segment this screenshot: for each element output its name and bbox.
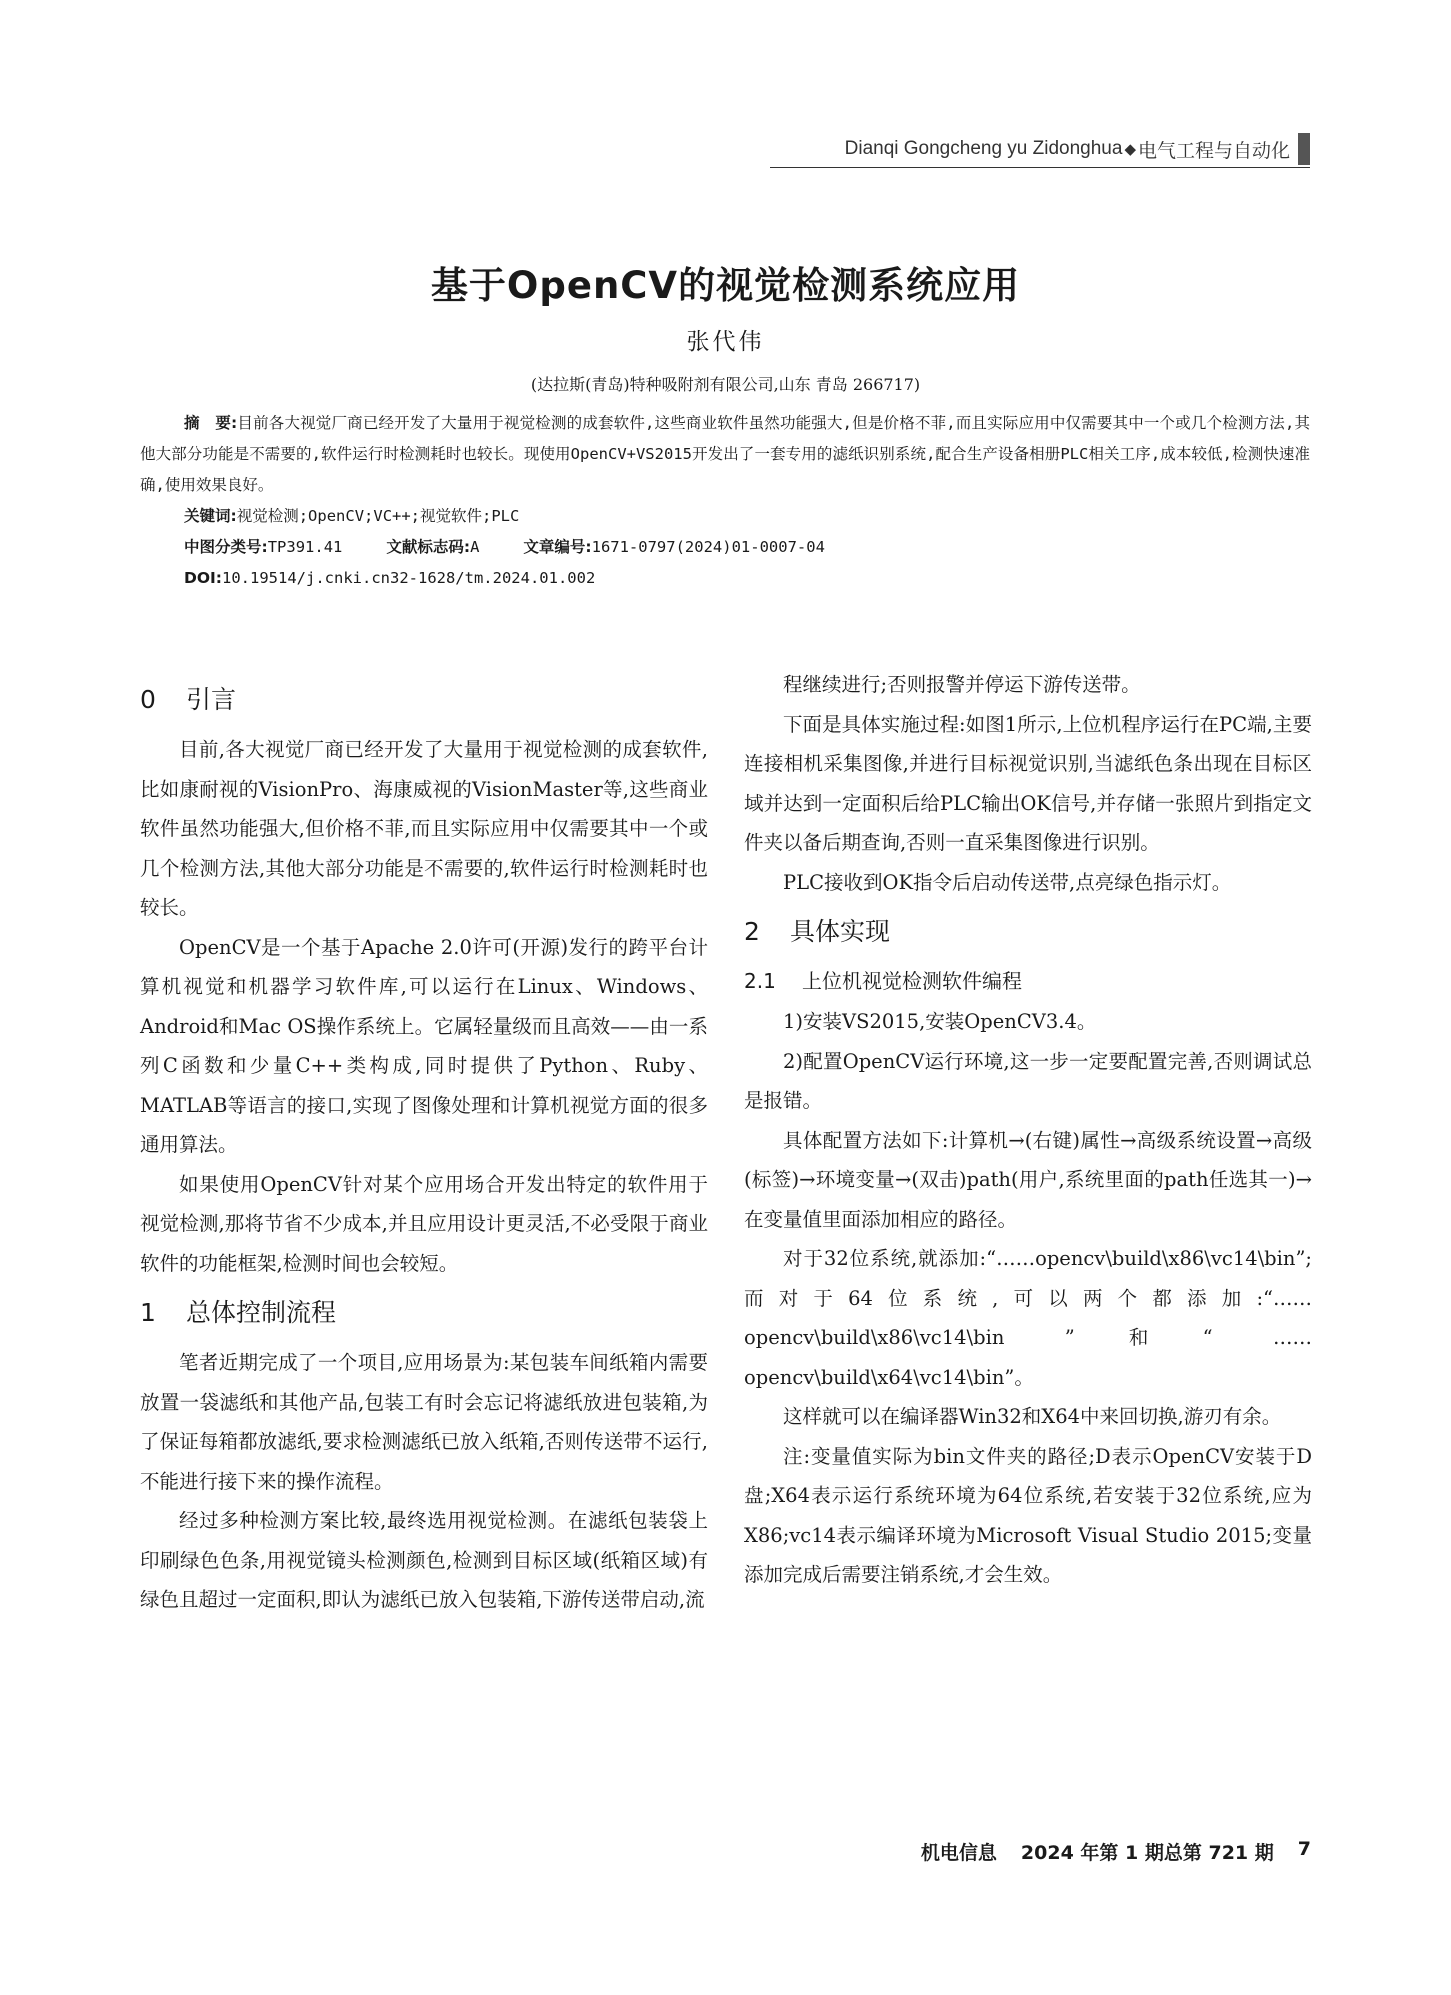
affiliation: (达拉斯(青岛)特种吸附剂有限公司,山东 青岛 266717) [530,375,921,394]
paragraph: 这样就可以在编译器Win32和X64中来回切换,游刃有余。 [783,1405,1282,1428]
title-block [0,255,1451,395]
doc-code-label: 文献标志码: [386,538,471,556]
paragraph: 对于32位系统,就添加:“……opencv\build\x86\vc14\bin”;而对于64位系统,可以两个都添加:“……opencv\build\x86\vc14\bin ”和“ …… opencv\build\x64\vc14\bin”。 [744,1247,1312,1389]
section-heading-implementation: 2 具体实现 [744,917,891,946]
clc-label: 中图分类号: [184,538,268,556]
section-heading-intro: 0 引言 [140,685,237,714]
paragraph: 注:变量值实际为bin文件夹的路径;D表示OpenCV安装于D盘;X64表示运行系统环境为64位系统,若安装于32位系统,应为X86;vc14表示编译环境为Microsoft Visual Studio 2015;变量添加完成后需要注销系统,才会生效。 [744,1444,1312,1586]
journal-pinyin: Dianqi Gongcheng yu Zidonghua [844,138,1123,159]
keywords-label: 关键词: [184,507,237,525]
right-column [744,665,1312,1595]
paragraph: 下面是具体实施过程:如图1所示,上位机程序运行在PC端,主要连接相机采集图像,并进行目标视觉识别,当滤纸色条出现在目标区域并达到一定面积后给PLC输出OK信号,并存储一张照片到指定文件夹以备后期查询,否则一直采集图像进行识别。 [744,712,1312,854]
page-number: 7 [1297,1838,1311,1860]
paragraph: 2)配置OpenCV运行环境,这一步一定要配置完善,否则调试总是报错。 [744,1049,1312,1112]
paragraph: PLC接收到OK指令后启动传送带,点亮绿色指示灯。 [783,870,1232,894]
page-footer [921,1838,1311,1865]
keywords-text: 视觉检测;OpenCV;VC++;视觉软件;PLC [236,507,520,525]
abstract-block [140,408,1310,594]
header-bar-decoration [1298,133,1310,165]
doc-code-value: A [470,538,480,556]
section-heading-control-flow: 1 总体控制流程 [140,1298,337,1327]
footer-issue: 2024 年第 1 期总第 721 期 [1020,1842,1274,1864]
abstract-label: 摘 要: [184,414,238,432]
subsection-heading-software: 2.1 上位机视觉检测软件编程 [744,969,1022,993]
abstract [140,408,1310,501]
footer-journal: 机电信息 [920,1842,997,1864]
author: 张代伟 [686,329,765,355]
running-head [770,131,1310,168]
article-number-value: 1671-0797(2024)01-0007-04 [591,538,825,556]
left-column [140,670,708,1620]
diamond-separator-icon: ◆ [1124,141,1136,158]
paragraph: 如果使用OpenCV针对某个应用场合开发出特定的软件用于视觉检测,那将节省不少成本,并且应用设计更灵活,不必受限于商业软件的功能框架,检测时间也会较短。 [140,1172,708,1275]
article-number-label: 文章编号: [523,538,592,556]
paragraph: OpenCV是一个基于Apache 2.0许可(开源)发行的跨平台计算机视觉和机器学习软件库,可以运行在Linux、Windows、Android和Mac OS操作系统上。它属轻量级而且高效——由一系列C函数和少量C++类构成,同时提供了Python、Ruby、MATLAB等语言的接口,实现了图像处理和计算机视觉方面的很多通用算法。 [140,935,708,1156]
paragraph: 具体配置方法如下:计算机→(右键)属性→高级系统设置→高级(标签)→环境变量→(双击)path(用户,系统里面的path任选其一)→在变量值里面添加相应的路径。 [744,1128,1312,1231]
paragraph: 目前,各大视觉厂商已经开发了大量用于视觉检测的成套软件,比如康耐视的VisionPro、海康威视的VisionMaster等,这些商业软件虽然功能强大,但价格不菲,而且实际应用中仅需要其中一个或几个检测方法,其他大部分功能是不需要的,软件运行时检测耗时也较长。 [140,738,708,919]
paragraph: 1)安装VS2015,安装OpenCV3.4。 [783,1010,1097,1033]
classification-row [140,532,1310,563]
abstract-text: 目前各大视觉厂商已经开发了大量用于视觉检测的成套软件,这些商业软件虽然功能强大,但是价格不菲,而且实际应用中仅需要其中一个或几个检测方法,其他大部分功能是不需要的,软件运行时检测耗时也较长。现使用OpenCV+VS2015开发出了一套专用的滤纸识别系统,配合生产设备相册PLC相关工序,成本较低,检测快速准确,使用效果良好。 [140,414,1310,494]
keywords [140,501,1310,532]
paragraph: 经过多种检测方案比较,最终选用视觉检测。在滤纸包装袋上印刷绿色色条,用视觉镜头检测颜色,检测到目标区域(纸箱区域)有绿色且超过一定面积,即认为滤纸已放入包装箱,下游传送带启动,流 [140,1509,708,1611]
doi-value: 10.19514/j.cnki.cn32-1628/tm.2024.01.002 [222,569,596,587]
doi-row [140,563,1310,594]
paragraph: 程继续进行;否则报警并停运下游传送带。 [783,673,1141,696]
journal-name-cn: 电气工程与自动化 [1137,140,1290,162]
clc-value: TP391.41 [267,538,343,556]
paper-title: 基于OpenCV的视觉检测系统应用 [430,264,1021,307]
doi-label: DOI: [184,569,223,587]
paragraph: 笔者近期完成了一个项目,应用场景为:某包装车间纸箱内需要放置一袋滤纸和其他产品,包装工有时会忘记将滤纸放进包装箱,为了保证每箱都放滤纸,要求检测滤纸已放入纸箱,否则传送带不运行,不能进行接下来的操作流程。 [140,1351,708,1493]
